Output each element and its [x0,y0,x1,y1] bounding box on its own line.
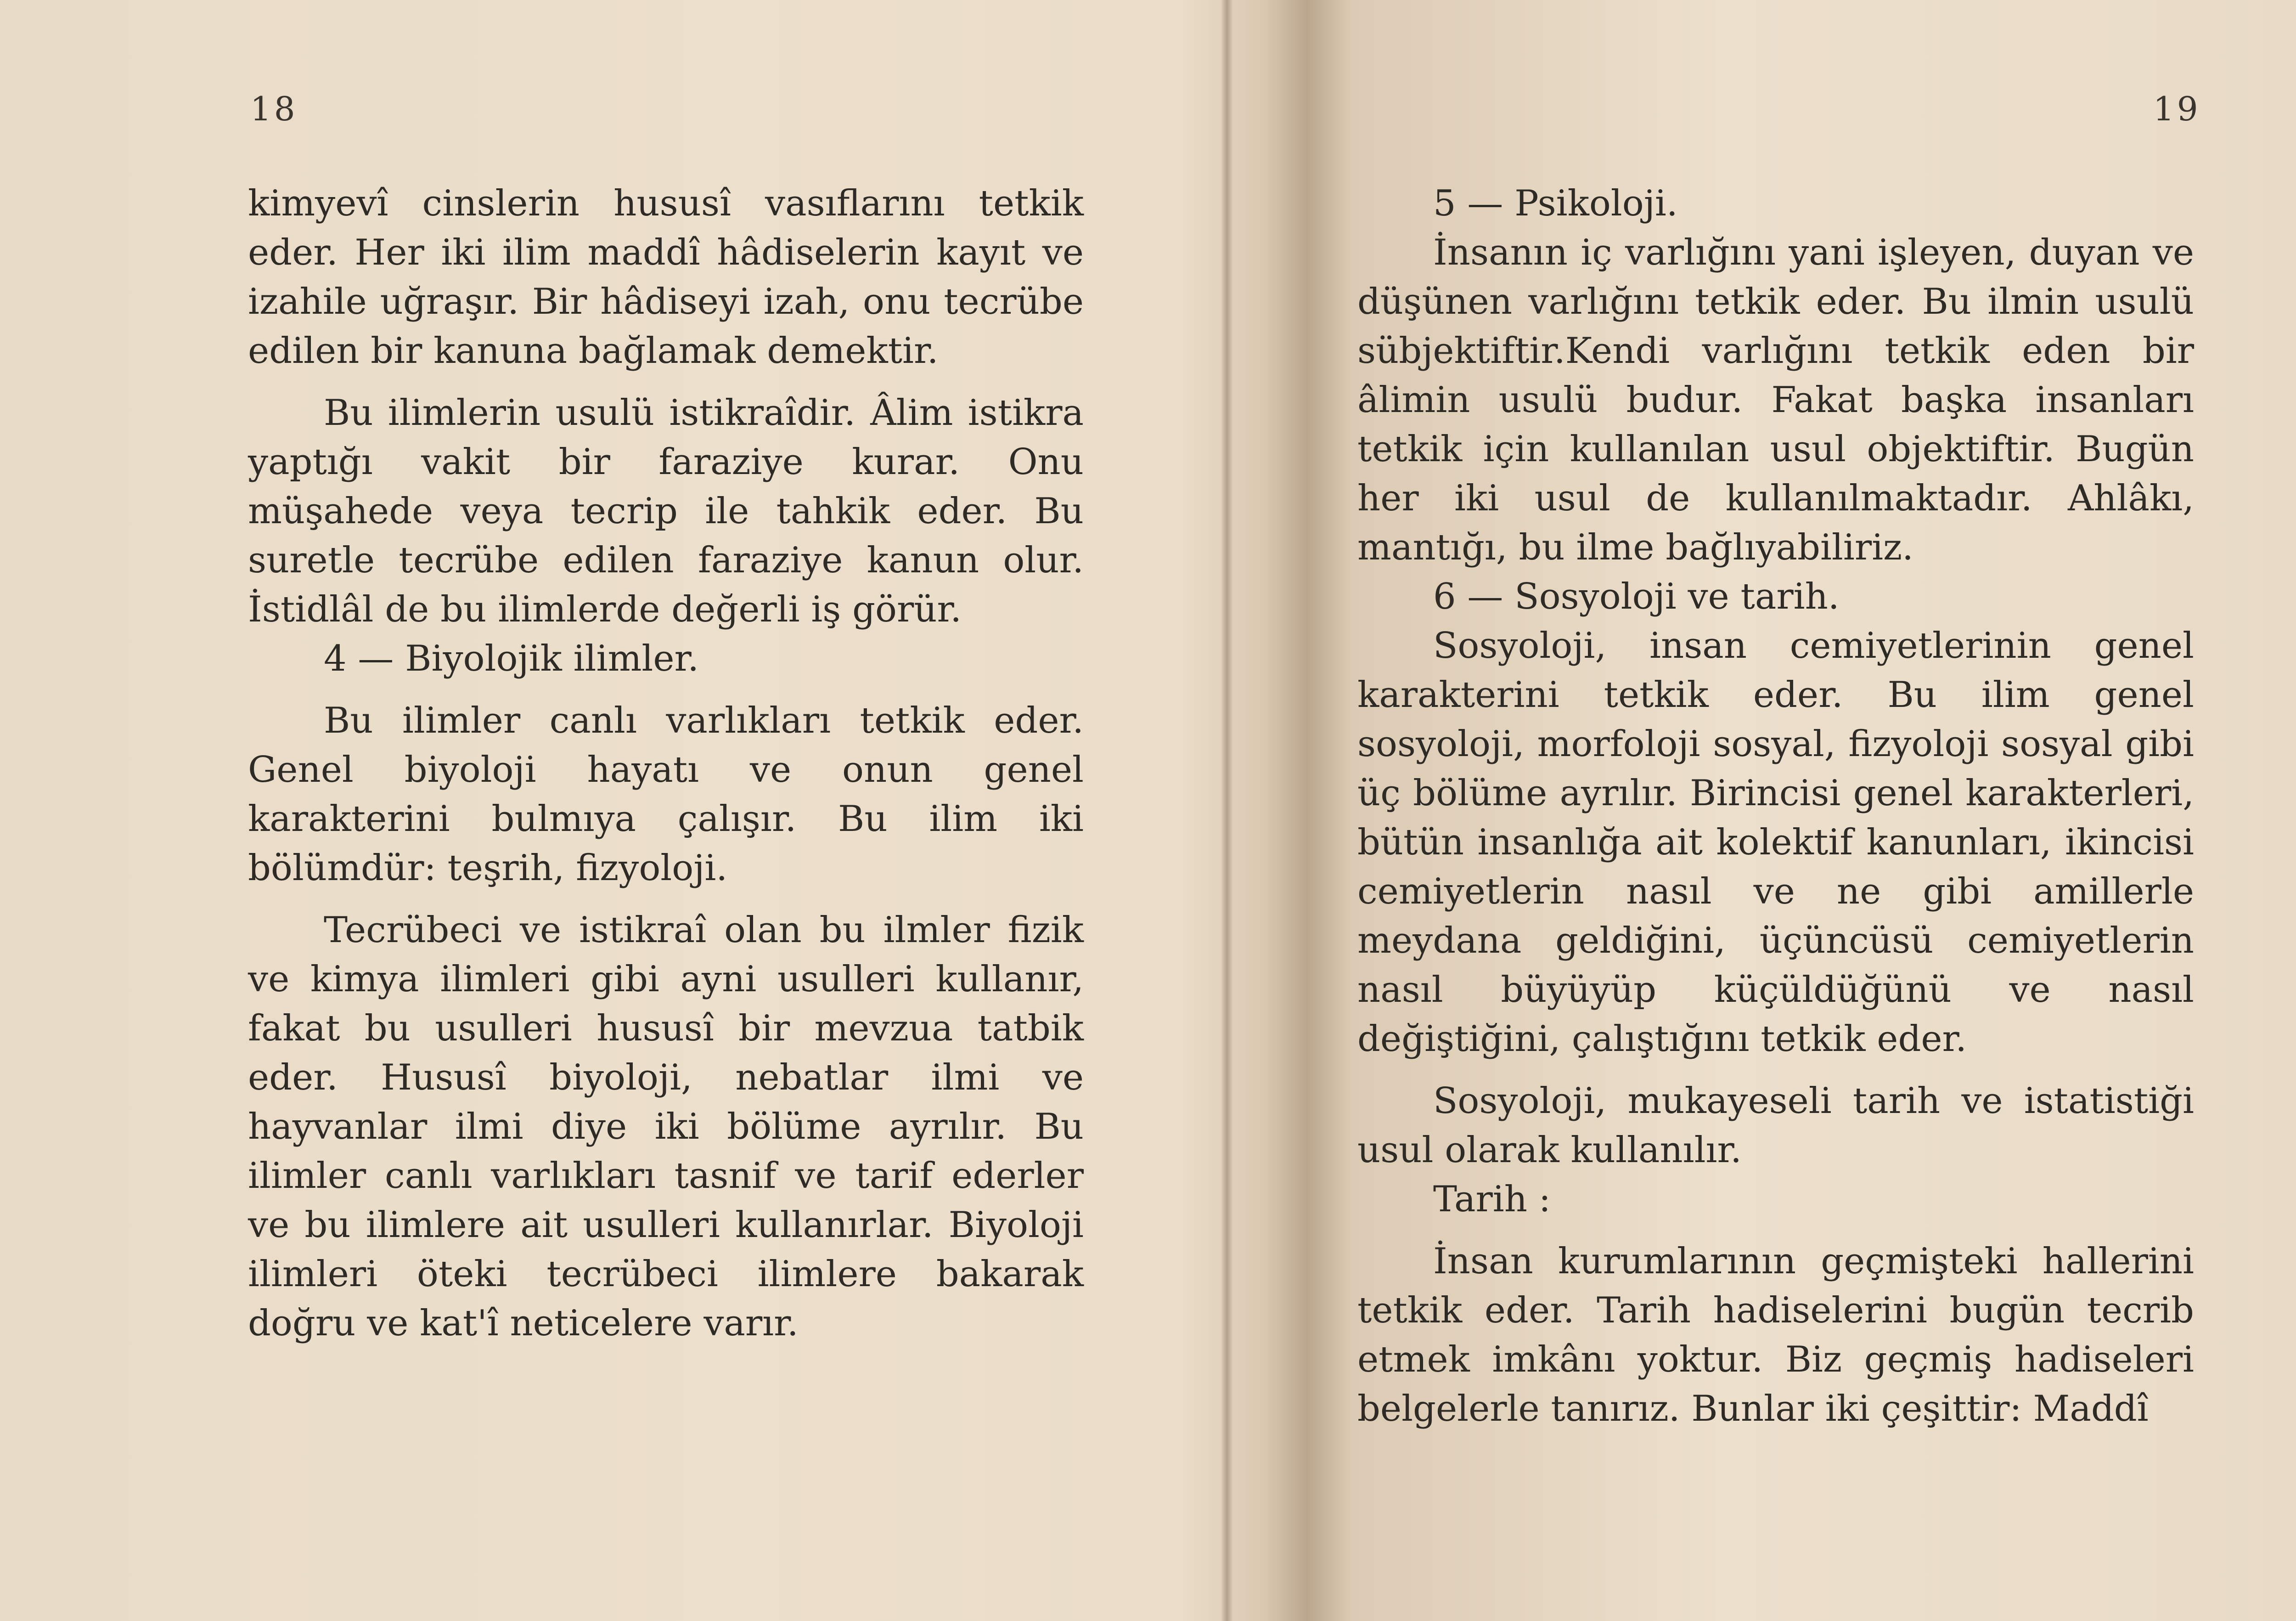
right-page-text [1357,179,2194,1434]
paragraph: İnsanın iç varlığını yani işleyen, duyan ve düşünen varlığını tetkik eder. Bu ilmin usulü sübjektiftir.Kendi varlığını tetkik eden bir âlimin usulü budur. Fakat başka insanları tetkik için kullanılan usul objektiftir. Bugün her iki usul de kullanılmaktadır. Ahlâkı, mantığı, bu ilme bağlıyabiliriz. [1357,232,2194,568]
paragraph: Sosyoloji, insan cemiyetlerinin genel karakterini tetkik eder. Bu ilim genel sosyoloji, morfoloji sosyal, fizyoloji sosyal gibi üç bölüme ayrılır. Birincisi genel karakterleri, bütün insanlığa ait kolektif kanunları, ikincisi cemiyetlerin nasıl ve ne gibi amillerle meydana geldiğini, üçüncüsü cemiyetlerin nasıl büyüyüp küçüldüğünü ve nasıl değiştiğini, çalıştığını tetkik eder. [1357,625,2194,1060]
section-heading: 5 — Psikoloji. [1433,183,1678,224]
paragraph: Tecrübeci ve istikraî olan bu ilmler fizik ve kimya ilimleri gibi ayni usulleri kullanır, fakat bu usulleri hususî bir mevzua tatbik eder. Hususî biyoloji, nebatlar ilmi ve hayvanlar ilmi diye iki bölüme ayrılır. Bu ilimler canlı varlıkları tasnif ve tarif ederler ve bu ilimlere ait usulleri kullanırlar. Biyoloji ilimleri öteki tecrübeci ilimlere bakarak doğru ve kat'î neticelere varır. [248,909,1084,1344]
book-gutter [1221,0,1232,1621]
paragraph: Bu ilimlerin usulü istikraîdir. Âlim istikra yaptığı vakit bir faraziye kurar. Onu müşahede veya tecrip ile tahkik eder. Bu suretle tecrübe edilen faraziye kanun olur. İstidlâl de bu ilimlerde değerli iş görür. [248,392,1084,630]
section-heading: 4 — Biyolojik ilimler. [324,638,699,679]
page-number-left: 18 [250,90,298,128]
section-heading: 6 — Sosyoloji ve tarih. [1433,576,1840,617]
paragraph: Sosyoloji, mukayeseli tarih ve istatistiği usul olarak kullanılır. [1357,1080,2194,1171]
page-number-right: 19 [2153,90,2201,128]
paragraph: İnsan kurumlarının geçmişteki hallerini tetkik eder. Tarih hadiselerini bugün tecrib etmek imkânı yoktur. Biz geçmiş hadiseleri belgelerle tanırız. Bunlar iki çeşittir: Maddî [1357,1241,2194,1429]
paragraph: kimyevî cinslerin hususî vasıflarını tetkik eder. Her iki ilim maddî hâdiselerin kayıt ve izahile uğraşır. Bir hâdiseyi izah, onu tecrübe edilen bir kanuna bağlamak demektir. [248,183,1084,372]
section-heading: Tarih : [1433,1179,1551,1220]
paragraph: Bu ilimler canlı varlıkları tetkik eder. Genel biyoloji hayatı ve onun genel karakterini bulmıya çalışır. Bu ilim iki bölümdür: teşrih, fizyoloji. [248,700,1084,889]
left-page-text [248,179,1084,1348]
right-page [1232,0,2296,1621]
